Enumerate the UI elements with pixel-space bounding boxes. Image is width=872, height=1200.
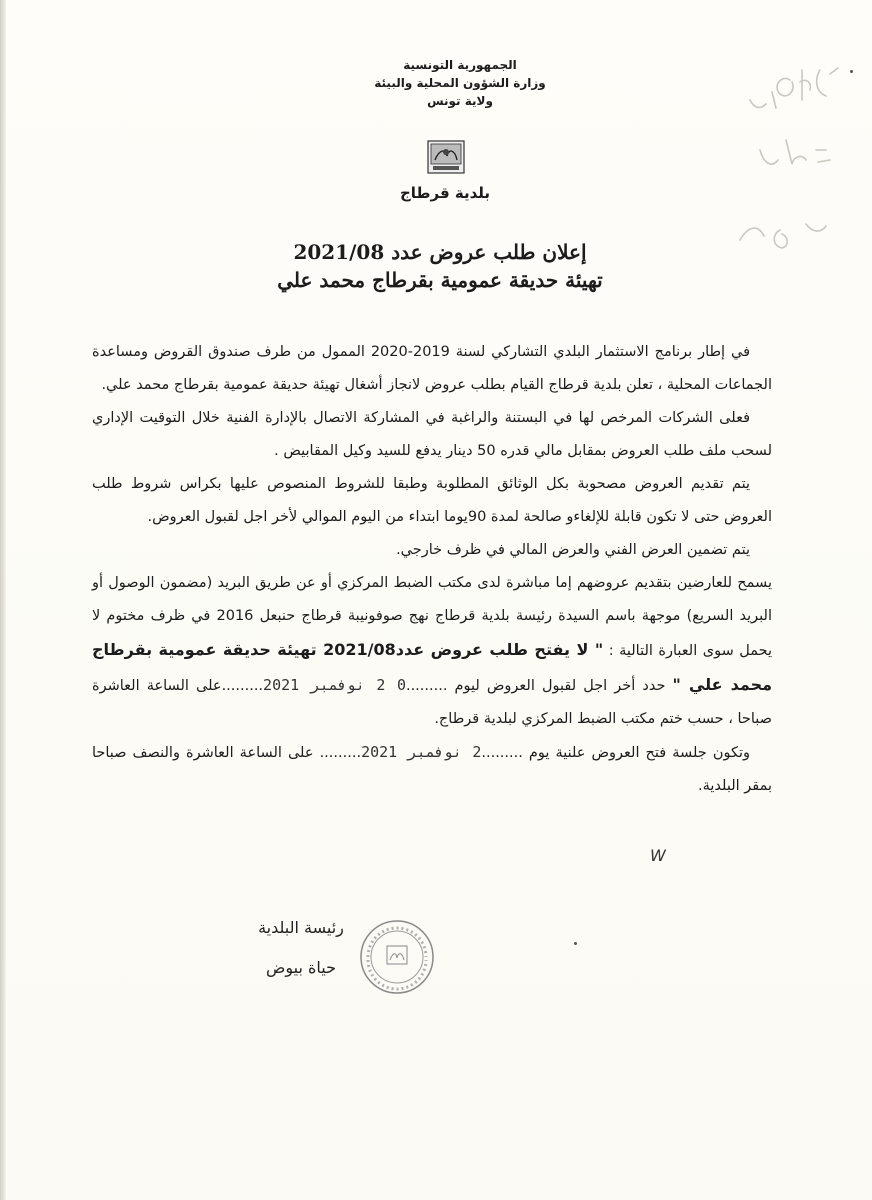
announcement-body: [92, 336, 772, 803]
paragraph-4: يتم تضمين العرض الفني والعرض المالي في ظرف خارجي.: [396, 542, 750, 558]
handwritten-initials: W: [650, 846, 666, 865]
paragraph-1: في إطار برنامج الاستثمار البلدي التشاركي لسنة 2019-2020 الممول من طرف صندوق القروض ومساعدة الجماعات المحلية ، تعلن بلدية قرطاج القيام بطلب عروض لانجاز أشغال تهيئة حديقة عمومية بقرطاج محمد علي.: [92, 344, 772, 393]
official-header: [360, 56, 560, 110]
paragraph-6-text-a: وتكون جلسة فتح العروض علنية يوم: [522, 745, 751, 761]
mayor-signature: [226, 908, 376, 998]
page-edge-shadow: [0, 0, 6, 1200]
paragraph-5-text-b: حدد أخر اجل لقبول العروض ليوم: [447, 678, 673, 694]
announcement-title: [250, 238, 630, 294]
stray-mark: [850, 70, 853, 73]
paragraph-5-text-c: على الساعة العاشرة صباحا ، حسب ختم مكتب الضبط المركزي لبلدية قرطاج.: [92, 678, 772, 727]
title-line-2: تهيئة حديقة عمومية بقرطاج محمد علي: [277, 268, 603, 292]
deadline-date-stamp: 0 2 نوفمبر 2021: [263, 676, 406, 694]
paragraph-5-text-a: يسمح للعارضين بتقديم عروضهم إما مباشرة لدى مكتب الضبط المركزي أو عن طريق البريد (مضمون الوصول أو البريد السريع) موجهة باسم السيدة رئيسة بلدية قرطاج نهج صوفونيبة قرطاج حنبعل 2016 في ظرف مختوم لا يحمل سوى العبارة التالية :: [92, 575, 773, 659]
stray-mark: [574, 942, 577, 945]
opening-date-stamp: 2 نوفمبر 2021: [361, 743, 482, 761]
paragraph-3: يتم تقديم العروض مصحوبة بكل الوثائق المطلوبة وطبقا للشروط المنصوص عليها بكراس شروط طلب العروض حتى لا تكون قابلة للإلغاءو صالحة لمدة 90يوما ابتداء من اليوم الموالي لأخر اجل لقبول العروض.: [92, 476, 772, 525]
municipality-name: بلدية قرطاج: [399, 184, 491, 202]
governorate-name: ولاية تونس: [427, 94, 493, 108]
republic-name: الجمهورية التونسية: [403, 58, 517, 72]
official-seal-icon: [358, 918, 436, 996]
municipality-emblem-icon: [427, 140, 465, 174]
paragraph-6: وتكون جلسة فتح العروض علنية يوم .........2 نوفمبر 2021......... على الساعة العاشرة والنصف صباحا بمقر البلدية.: [92, 743, 772, 794]
pencil-margin-notes: [720, 40, 860, 270]
envelope-inscription: " لا يفتح طلب عروض عدد2021/08 تهيئة حديقة عمومية بقرطاج محمد علي ": [92, 640, 772, 694]
ministry-name: وزارة الشؤون المحلية والبيئة: [374, 76, 546, 90]
paragraph-6-text-b: على الساعة العاشرة والنصف صباحا بمقر البلدية.: [92, 745, 772, 794]
signature-name: حياة بيوض: [266, 958, 336, 977]
title-line-1: إعلان طلب عروض عدد 2021/08: [293, 240, 587, 264]
paragraph-5: يسمح للعارضين بتقديم عروضهم إما مباشرة لدى مكتب الضبط المركزي أو عن طريق البريد (مضمون الوصول أو البريد السريع) موجهة باسم السيدة رئيسة بلدية قرطاج نهج صوفونيبة قرطاج حنبعل 2016 في ظرف مختوم لا يحمل سوى العبارة التالية : " لا يفتح طلب عروض عدد2021/08 تهيئة حديقة عمومية بقرطاج محمد علي " حدد أخر اجل لقبول العروض ليوم .........0 2 نوفمبر 2021.........على الساعة العاشرة صباحا ، حسب ختم مكتب الضبط المركزي لبلدية قرطاج.: [92, 575, 773, 727]
paragraph-2: فعلى الشركات المرخص لها في البستنة والراغبة في المشاركة الاتصال بالإدارة الفنية خلال التوقيت الإداري لسحب ملف طلب العروض بمقابل مالي قدره 50 دينار يدفع للسيد وكيل المقابيض .: [92, 410, 772, 459]
signature-title: رئيسة البلدية: [258, 918, 344, 937]
